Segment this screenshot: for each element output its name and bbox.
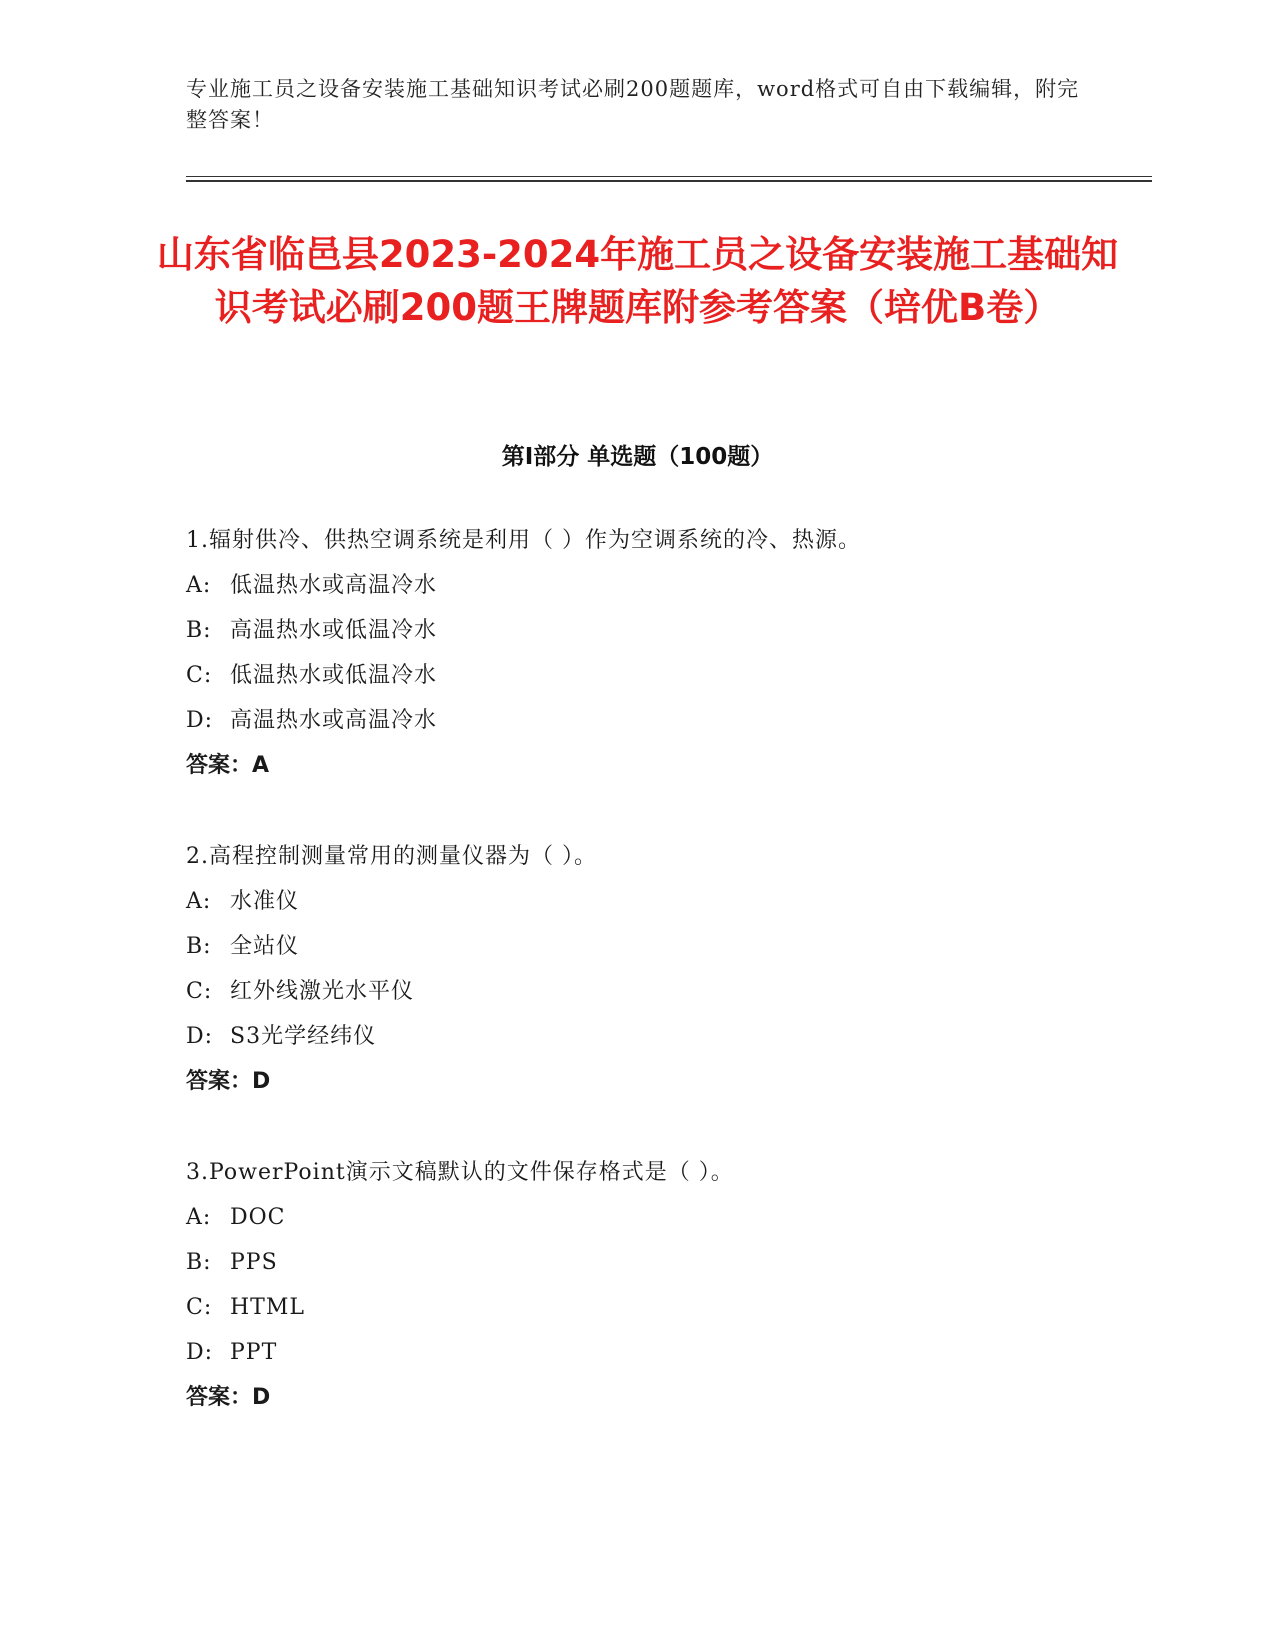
option-d	[186, 1014, 1086, 1059]
question-text: 3.PowerPoint演示文稿默认的文件保存格式是（ ）。	[186, 1160, 734, 1185]
option-d	[186, 1330, 1086, 1375]
option-text: PPS	[230, 1250, 278, 1275]
answer: 答案：D	[186, 1069, 271, 1094]
answer: 答案：D	[186, 1385, 271, 1410]
option-c	[186, 653, 1086, 698]
header-divider	[186, 176, 1152, 182]
option-letter: B:	[186, 618, 212, 643]
question-3	[186, 1150, 1086, 1420]
option-letter: A:	[186, 573, 212, 598]
option-letter: C:	[186, 663, 213, 688]
option-letter: A:	[186, 889, 212, 914]
option-d	[186, 698, 1086, 743]
option-text: 水准仪	[230, 889, 300, 914]
option-text: S3光学经纬仪	[230, 1024, 377, 1049]
option-text: HTML	[230, 1295, 305, 1320]
option-letter: D:	[186, 1340, 214, 1365]
option-c	[186, 969, 1086, 1014]
option-letter: B:	[186, 1250, 212, 1275]
option-letter: D:	[186, 1024, 214, 1049]
option-a	[186, 1195, 1086, 1240]
question-text: 1.辐射供冷、供热空调系统是利用（ ）作为空调系统的冷、热源。	[186, 528, 861, 553]
option-b	[186, 924, 1086, 969]
option-letter: A:	[186, 1205, 212, 1230]
option-text: PPT	[230, 1340, 278, 1365]
option-a	[186, 879, 1086, 924]
answer: 答案：A	[186, 753, 270, 778]
option-letter: C:	[186, 1295, 213, 1320]
option-text: 高温热水或高温冷水	[230, 708, 438, 733]
option-text: 低温热水或高温冷水	[230, 573, 438, 598]
option-text: 全站仪	[230, 934, 300, 959]
option-letter: C:	[186, 979, 213, 1004]
option-text: 低温热水或低温冷水	[230, 663, 438, 688]
option-b	[186, 608, 1086, 653]
option-text: DOC	[230, 1205, 286, 1230]
document-title: 山东省临邑县2023-2024年施工员之设备安装施工基础知识考试必刷200题王牌题库附参考答案（培优B卷）	[156, 233, 1119, 329]
option-c	[186, 1285, 1086, 1330]
section-title: 第I部分 单选题（100题）	[501, 444, 774, 470]
option-text: 高温热水或低温冷水	[230, 618, 438, 643]
option-letter: B:	[186, 934, 212, 959]
option-letter: D:	[186, 708, 214, 733]
option-text: 红外线激光水平仪	[230, 979, 415, 1004]
option-a	[186, 563, 1086, 608]
question-text: 2.高程控制测量常用的测量仪器为（ ）。	[186, 844, 597, 869]
option-b	[186, 1240, 1086, 1285]
header-note: 专业施工员之设备安装施工基础知识考试必刷200题题库，word格式可自由下载编辑，附完整答案！	[186, 77, 1080, 132]
question-1	[186, 518, 1086, 788]
question-2	[186, 834, 1086, 1104]
